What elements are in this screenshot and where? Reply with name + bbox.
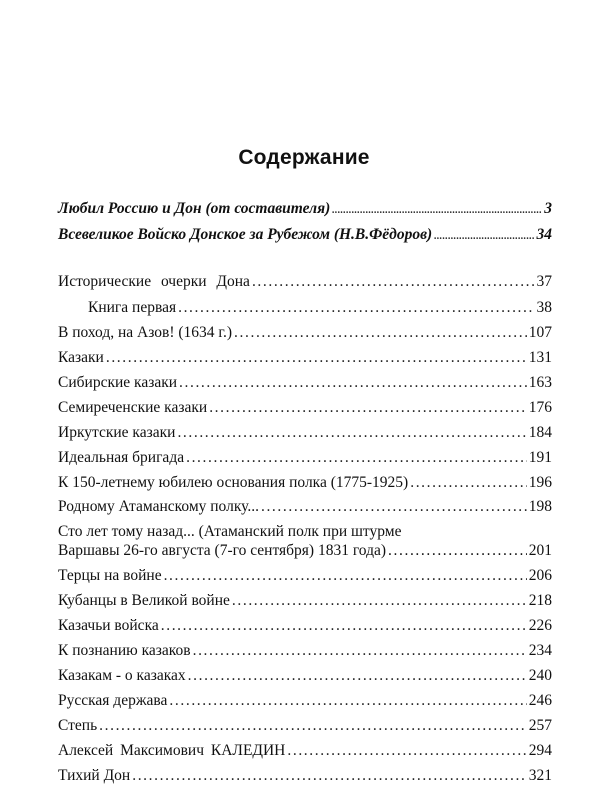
toc-entry-10[interactable] (58, 497, 552, 516)
dot-leader (161, 616, 527, 635)
toc-entry-label: Идеальная бригада (58, 449, 185, 466)
toc-entry-page: 176 (528, 399, 552, 416)
toc-entry-page: 34 (536, 226, 552, 243)
toc-entry-label: Степь (58, 717, 98, 734)
dot-leader (169, 691, 526, 710)
toc-entry-page: 201 (528, 542, 552, 559)
toc-entry-page: 198 (528, 498, 552, 515)
toc-entry-label: Исторические очерки Дона (58, 273, 250, 290)
toc-entry-14[interactable] (58, 616, 552, 635)
toc-entry-20[interactable] (58, 766, 552, 785)
toc-entry-page: 3 (544, 200, 552, 217)
toc-entry-label: Всевеликое Войско Донское за Рубежом (Н.В.Фёдоров) (58, 226, 433, 243)
page-title: Содержание (238, 146, 370, 169)
toc-entry-page: 38 (536, 299, 552, 316)
toc-entry-page: 184 (528, 424, 552, 441)
dot-leader (177, 423, 526, 442)
toc-entry-18[interactable] (58, 716, 552, 735)
toc-entry-label: Кубанцы в Великой войне (58, 592, 230, 609)
toc-entry-label: К познанию казаков (58, 642, 191, 659)
toc-entry-label: Алексей Максимович КАЛЕДИН (58, 742, 286, 759)
toc-entry-page: 196 (528, 474, 552, 491)
dot-leader (434, 227, 534, 246)
toc-entry-label: Терцы на войне (58, 567, 162, 584)
toc-entry-3[interactable] (58, 323, 552, 342)
toc-entry-intro-2[interactable] (58, 225, 552, 246)
dot-leader (179, 373, 527, 392)
toc-entry-19[interactable] (58, 741, 552, 760)
toc-entry-intro-1[interactable] (58, 199, 552, 220)
toc-entry-page: 234 (528, 642, 552, 659)
toc-entry-4[interactable] (58, 348, 552, 367)
toc-entry-label: Казачьи войска (58, 617, 159, 634)
toc-entry-page: 107 (528, 324, 552, 341)
toc-entry-label: Сибирские казаки (58, 374, 178, 391)
toc-entry-page: 206 (528, 567, 552, 584)
dot-leader (193, 641, 527, 660)
toc-entry-11[interactable] (58, 522, 552, 560)
toc-entry-6[interactable] (58, 398, 552, 417)
toc-entry-label: Казакам - о казаках (58, 667, 186, 684)
toc-entry-9[interactable] (58, 473, 552, 492)
toc-entry-page: 240 (528, 667, 552, 684)
dot-leader (234, 323, 527, 342)
toc-entry-7[interactable] (58, 423, 552, 442)
dot-leader (178, 298, 534, 317)
toc-entry-label-line2: Варшавы 26-го августа (7-го сентября) 1831 года) (58, 542, 387, 559)
toc-entry-label: Тихий Дон (58, 767, 131, 784)
dot-leader (132, 766, 527, 785)
dot-leader (252, 272, 535, 291)
toc-entry-label: Любил Россию и Дон (от составителя) (58, 200, 331, 217)
dot-leader (209, 398, 527, 417)
dot-leader (99, 716, 527, 735)
dot-leader (106, 348, 527, 367)
toc-entry-page: 191 (528, 449, 552, 466)
toc-entry-page: 226 (528, 617, 552, 634)
toc-entry-page: 294 (528, 742, 552, 759)
dot-leader (188, 666, 527, 685)
toc-entry-page: 218 (528, 592, 552, 609)
toc-entry-label: Книга первая (88, 299, 177, 316)
toc-entry-label-line1: Сто лет тому назад... (Атаманский полк при штурме (58, 523, 402, 540)
toc-entry-label: В поход, на Азов! (1634 г.) (58, 324, 233, 341)
toc-entry-page: 163 (528, 374, 552, 391)
dot-leader (164, 566, 527, 585)
toc-entry-15[interactable] (58, 641, 552, 660)
toc-entry-page: 246 (528, 692, 552, 709)
dot-leader (410, 473, 527, 492)
toc-entry-page: 131 (528, 349, 552, 366)
toc-entry-page: 321 (528, 767, 552, 784)
toc-entry-label: Семиреченские казаки (58, 399, 208, 416)
dot-leader (232, 591, 527, 610)
toc-entry-page: 37 (536, 273, 552, 290)
toc-entry-1[interactable] (58, 272, 552, 291)
toc-entry-2[interactable] (88, 298, 552, 317)
toc-entry-12[interactable] (58, 566, 552, 585)
toc-entry-17[interactable] (58, 691, 552, 710)
toc-entry-label: К 150-летнему юбилею основания полка (1775-1925) (58, 474, 409, 491)
toc-entry-label: Иркутские казаки (58, 424, 176, 441)
dot-leader (332, 201, 542, 220)
toc-entry-label: Родному Атаманскому полку... (58, 498, 259, 515)
toc-entry-label: Казаки (58, 349, 104, 366)
dot-leader (287, 741, 526, 760)
toc-entry-16[interactable] (58, 666, 552, 685)
toc-entry-page: 257 (528, 717, 552, 734)
dot-leader (261, 497, 527, 516)
toc-entry-5[interactable] (58, 373, 552, 392)
toc-entry-13[interactable] (58, 591, 552, 610)
dot-leader (186, 448, 527, 467)
toc-entry-label: Русская держава (58, 692, 168, 709)
dot-leader (388, 541, 527, 560)
toc-entry-8[interactable] (58, 448, 552, 467)
